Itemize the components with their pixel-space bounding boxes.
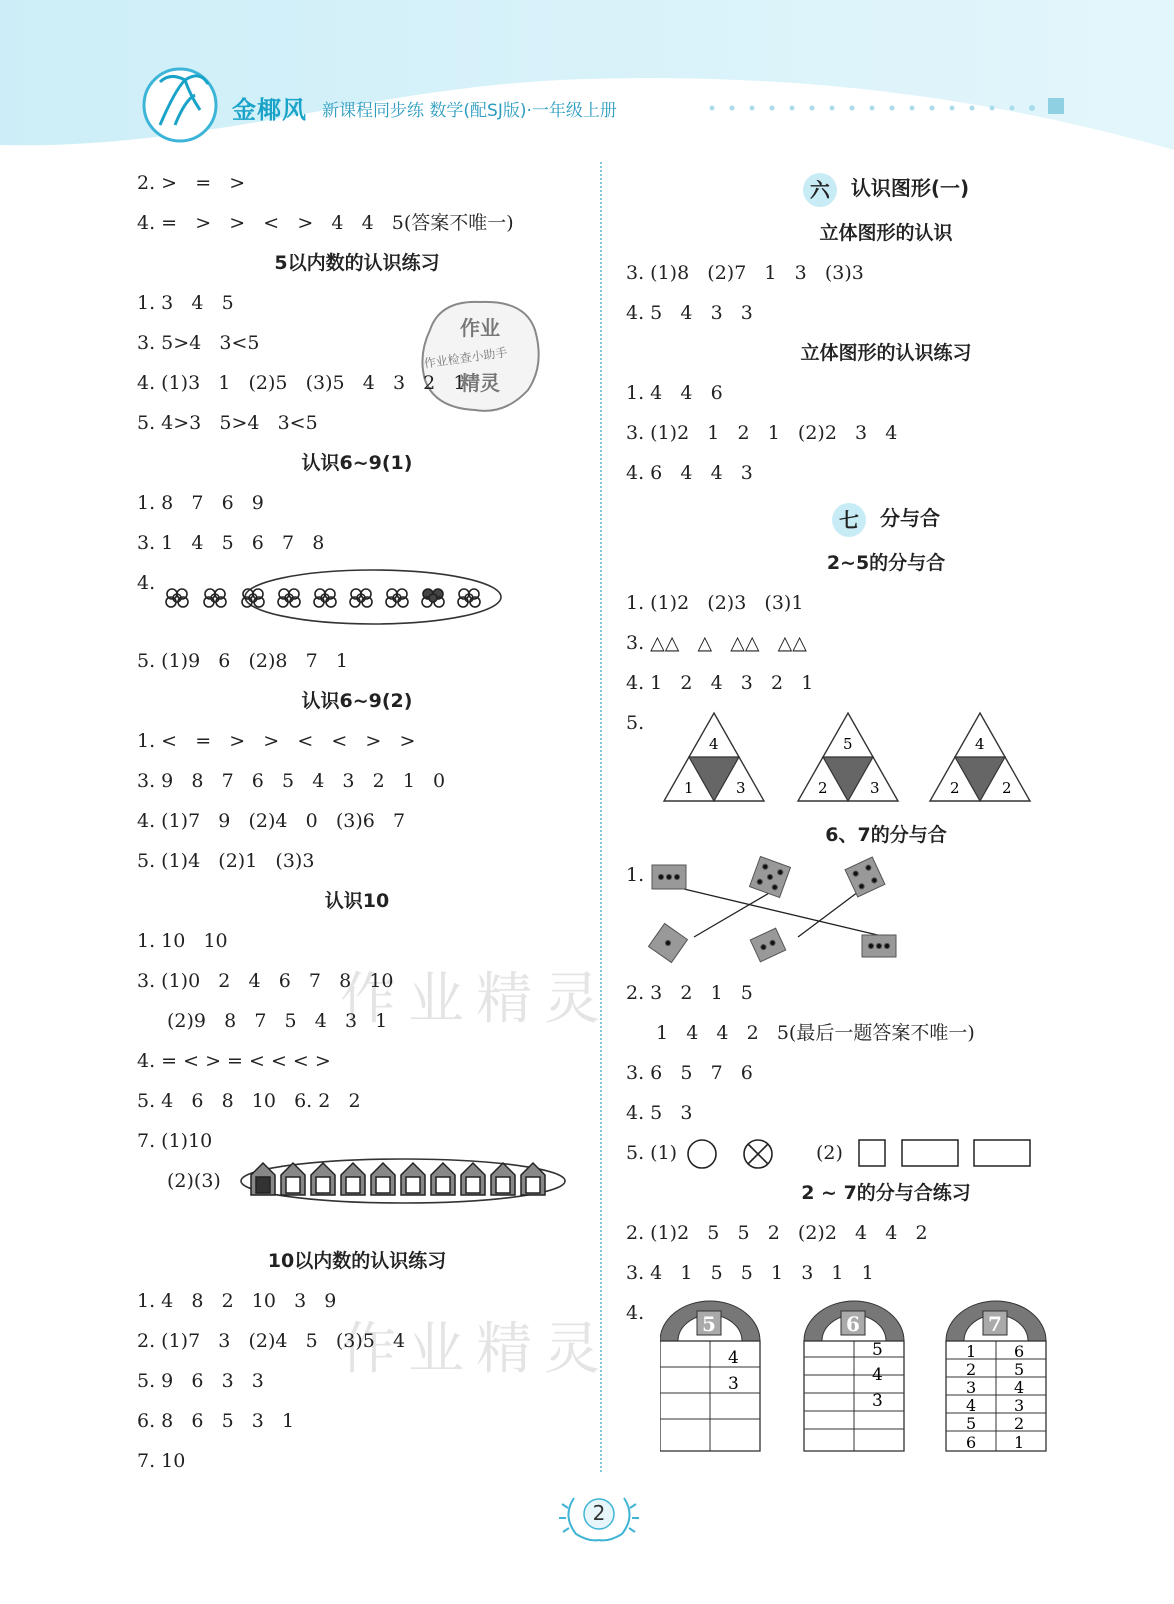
number-house — [660, 1301, 760, 1451]
section-title: 6、7的分与合 — [825, 824, 947, 846]
answer-line: 1. 10 10 — [137, 930, 228, 952]
answer-line: 4. (1)3 1 (2)5 (3)5 4 3 2 1 — [137, 372, 466, 394]
answer-line: 5. — [626, 712, 645, 734]
svg-text:作业: 作业 — [460, 316, 500, 340]
house-cell: 6 — [966, 1433, 977, 1452]
section-title: 立体图形的认识练习 — [800, 342, 972, 364]
triangle-top: 4 — [975, 735, 985, 753]
circle-shape-icon — [688, 1140, 716, 1168]
answer-line: 4. = < > = < < < > — [137, 1050, 331, 1072]
answer-line: 3. (1)0 2 4 6 7 8 10 — [137, 970, 394, 992]
section-title: 2~5的分与合 — [826, 552, 946, 574]
chapter-title: 认识图形(一) — [850, 176, 970, 200]
house-icon — [251, 1163, 545, 1195]
answer-line: (2)(3) — [167, 1170, 221, 1192]
answer-line: 2. (1)2 5 5 2 (2)2 4 4 2 — [626, 1222, 928, 1244]
answer-line: 4. — [137, 572, 156, 594]
left-column — [137, 163, 577, 1481]
house-cell: 2 — [1014, 1414, 1025, 1433]
house-cell: 3 — [966, 1378, 977, 1397]
triangle-right: 3 — [736, 779, 746, 797]
answer-line: 1. — [626, 864, 645, 886]
answer-line: 1. 4 4 6 — [626, 382, 723, 404]
chapter-number: 六 — [803, 173, 837, 207]
svg-text:作业检查小助手: 作业检查小助手 — [423, 345, 509, 371]
chapter-title: 分与合 — [880, 506, 940, 530]
house-cell: 4 — [1014, 1378, 1025, 1397]
answer-line: (2)9 8 7 5 4 3 1 — [167, 1010, 388, 1032]
answer-line: 2. (1)7 3 (2)4 5 (3)5 4 — [137, 1330, 406, 1352]
answer-line: 7. (1)10 — [137, 1130, 213, 1152]
watermark: 作业精灵 — [340, 1317, 612, 1382]
answer-line: 1. (1)2 (2)3 (3)1 — [626, 592, 804, 614]
answer-line: 2. 3 2 1 5 — [626, 982, 753, 1004]
answer-line: 3. △△ △ △△ △△ — [626, 632, 807, 654]
houses-figure — [137, 1161, 577, 1241]
house-number: 5 — [702, 1312, 716, 1336]
answer-line: (2) — [816, 1142, 843, 1164]
square-shape-icon — [859, 1140, 885, 1166]
triangle-top: 4 — [709, 735, 719, 753]
number-triangle — [930, 713, 1030, 801]
section-title: 2 ~ 7的分与合练习 — [801, 1182, 971, 1204]
column-divider — [600, 162, 602, 1472]
chapter-heading — [626, 493, 1146, 543]
answer-line: 3. 5>4 3<5 — [137, 332, 260, 354]
answer-line: 5. 4 6 8 10 6. 2 2 — [137, 1090, 361, 1112]
house-cell: 6 — [1014, 1342, 1025, 1361]
book-subtitle: 新课程同步练 数学(配SJ版)·一年级上册 — [322, 101, 617, 121]
right-column — [626, 163, 1146, 1463]
house-cell: 4 — [728, 1348, 739, 1368]
brand-title: 金椰风 — [232, 96, 307, 124]
answer-line: 7. 10 — [137, 1450, 186, 1472]
house-cell: 1 — [966, 1342, 977, 1361]
answer-line: 1. 3 4 5 — [137, 292, 234, 314]
number-triangle — [664, 713, 764, 801]
flower-icon — [166, 589, 480, 607]
answer-line: 4. 5 4 3 3 — [626, 302, 753, 324]
answer-line: 3. (1)8 (2)7 1 3 (3)3 — [626, 262, 864, 284]
chapter-heading — [626, 163, 1146, 213]
answer-line: 5. 4>3 5>4 3<5 — [137, 412, 318, 434]
house-cell: 3 — [1014, 1396, 1025, 1415]
answer-line: 4. 6 4 4 3 — [626, 462, 753, 484]
answer-line: 3. 9 8 7 6 5 4 3 2 1 0 — [137, 770, 446, 792]
answer-line: 4. (1)7 9 (2)4 0 (3)6 7 — [137, 810, 406, 832]
shapes-answer — [626, 1133, 1146, 1173]
section-title: 10以内数的认识练习 — [267, 1250, 447, 1272]
rectangle-shape-icon — [902, 1140, 958, 1166]
house-cell: 4 — [966, 1396, 977, 1415]
answer-line: 4. 1 2 4 3 2 1 — [626, 672, 814, 694]
triangle-left: 2 — [818, 779, 828, 797]
answer-line: 5. (1) — [626, 1142, 678, 1164]
answer-line: 1 4 4 2 5(最后一题答案不唯一) — [656, 1022, 975, 1044]
watermark: 作业精灵 — [340, 967, 612, 1032]
answer-line: 5. (1)4 (2)1 (3)3 — [137, 850, 315, 872]
number-house — [804, 1301, 904, 1451]
house-cell: 5 — [1014, 1360, 1025, 1379]
house-cell: 4 — [872, 1365, 883, 1385]
answer-line: 3. 6 5 7 6 — [626, 1062, 753, 1084]
answer-line: 4. — [626, 1302, 645, 1324]
answer-line: 3. 1 4 5 6 7 8 — [137, 532, 325, 554]
answer-line: 5. 9 6 3 3 — [137, 1370, 264, 1392]
house-number: 6 — [846, 1312, 860, 1336]
answer-line: 3. 4 1 5 5 1 3 1 1 — [626, 1262, 874, 1284]
number-house — [946, 1301, 1046, 1452]
triangle-top: 5 — [843, 735, 853, 753]
header-banner — [0, 0, 1174, 170]
rectangle-shape-icon — [974, 1140, 1030, 1166]
house-cell: 3 — [728, 1374, 739, 1394]
section-title: 认识6~9(1) — [301, 452, 413, 474]
triangle-right: 3 — [870, 779, 880, 797]
triangle-right: 2 — [1002, 779, 1012, 797]
triangles-figure — [626, 703, 1146, 815]
section-title: 立体图形的认识 — [819, 222, 953, 244]
dice-matching-figure — [626, 855, 1146, 973]
section-title: 认识10 — [324, 890, 390, 912]
chapter-number: 七 — [832, 503, 866, 537]
answer-line: 1. 4 8 2 10 3 9 — [137, 1290, 337, 1312]
house-cell: 5 — [966, 1414, 977, 1433]
flowers-figure — [137, 563, 577, 641]
house-cell: 2 — [966, 1360, 977, 1379]
answer-line: 1. < = > > < < > > — [137, 730, 416, 752]
triangle-left: 1 — [684, 779, 694, 797]
answer-line: 3. (1)2 1 2 1 (2)2 3 4 — [626, 422, 898, 444]
answer-line: 1. 8 7 6 9 — [137, 492, 264, 514]
house-cell: 3 — [872, 1391, 883, 1411]
number-houses-figure — [626, 1293, 1146, 1463]
answer-line: 4. 5 3 — [626, 1102, 693, 1124]
page-number: 2 — [592, 1501, 606, 1525]
palm-logo-icon — [144, 69, 216, 141]
answer-line: 2. > = > — [137, 172, 246, 194]
answer-line: 5. (1)9 6 (2)8 7 1 — [137, 650, 348, 672]
answer-line: 6. 8 6 5 3 1 — [137, 1410, 295, 1432]
crossed-circle-icon — [744, 1140, 772, 1168]
house-number: 7 — [988, 1312, 1002, 1336]
number-triangle — [798, 713, 898, 801]
answer-line: 4. = > > < > 4 4 5(答案不唯一) — [137, 212, 514, 234]
section-title: 认识6~9(2) — [301, 690, 413, 712]
triangle-left: 2 — [950, 779, 960, 797]
svg-text:精灵: 精灵 — [460, 371, 500, 395]
house-cell: 5 — [872, 1340, 883, 1360]
house-cell: 1 — [1014, 1433, 1025, 1452]
section-title: 5以内数的认识练习 — [274, 252, 440, 274]
